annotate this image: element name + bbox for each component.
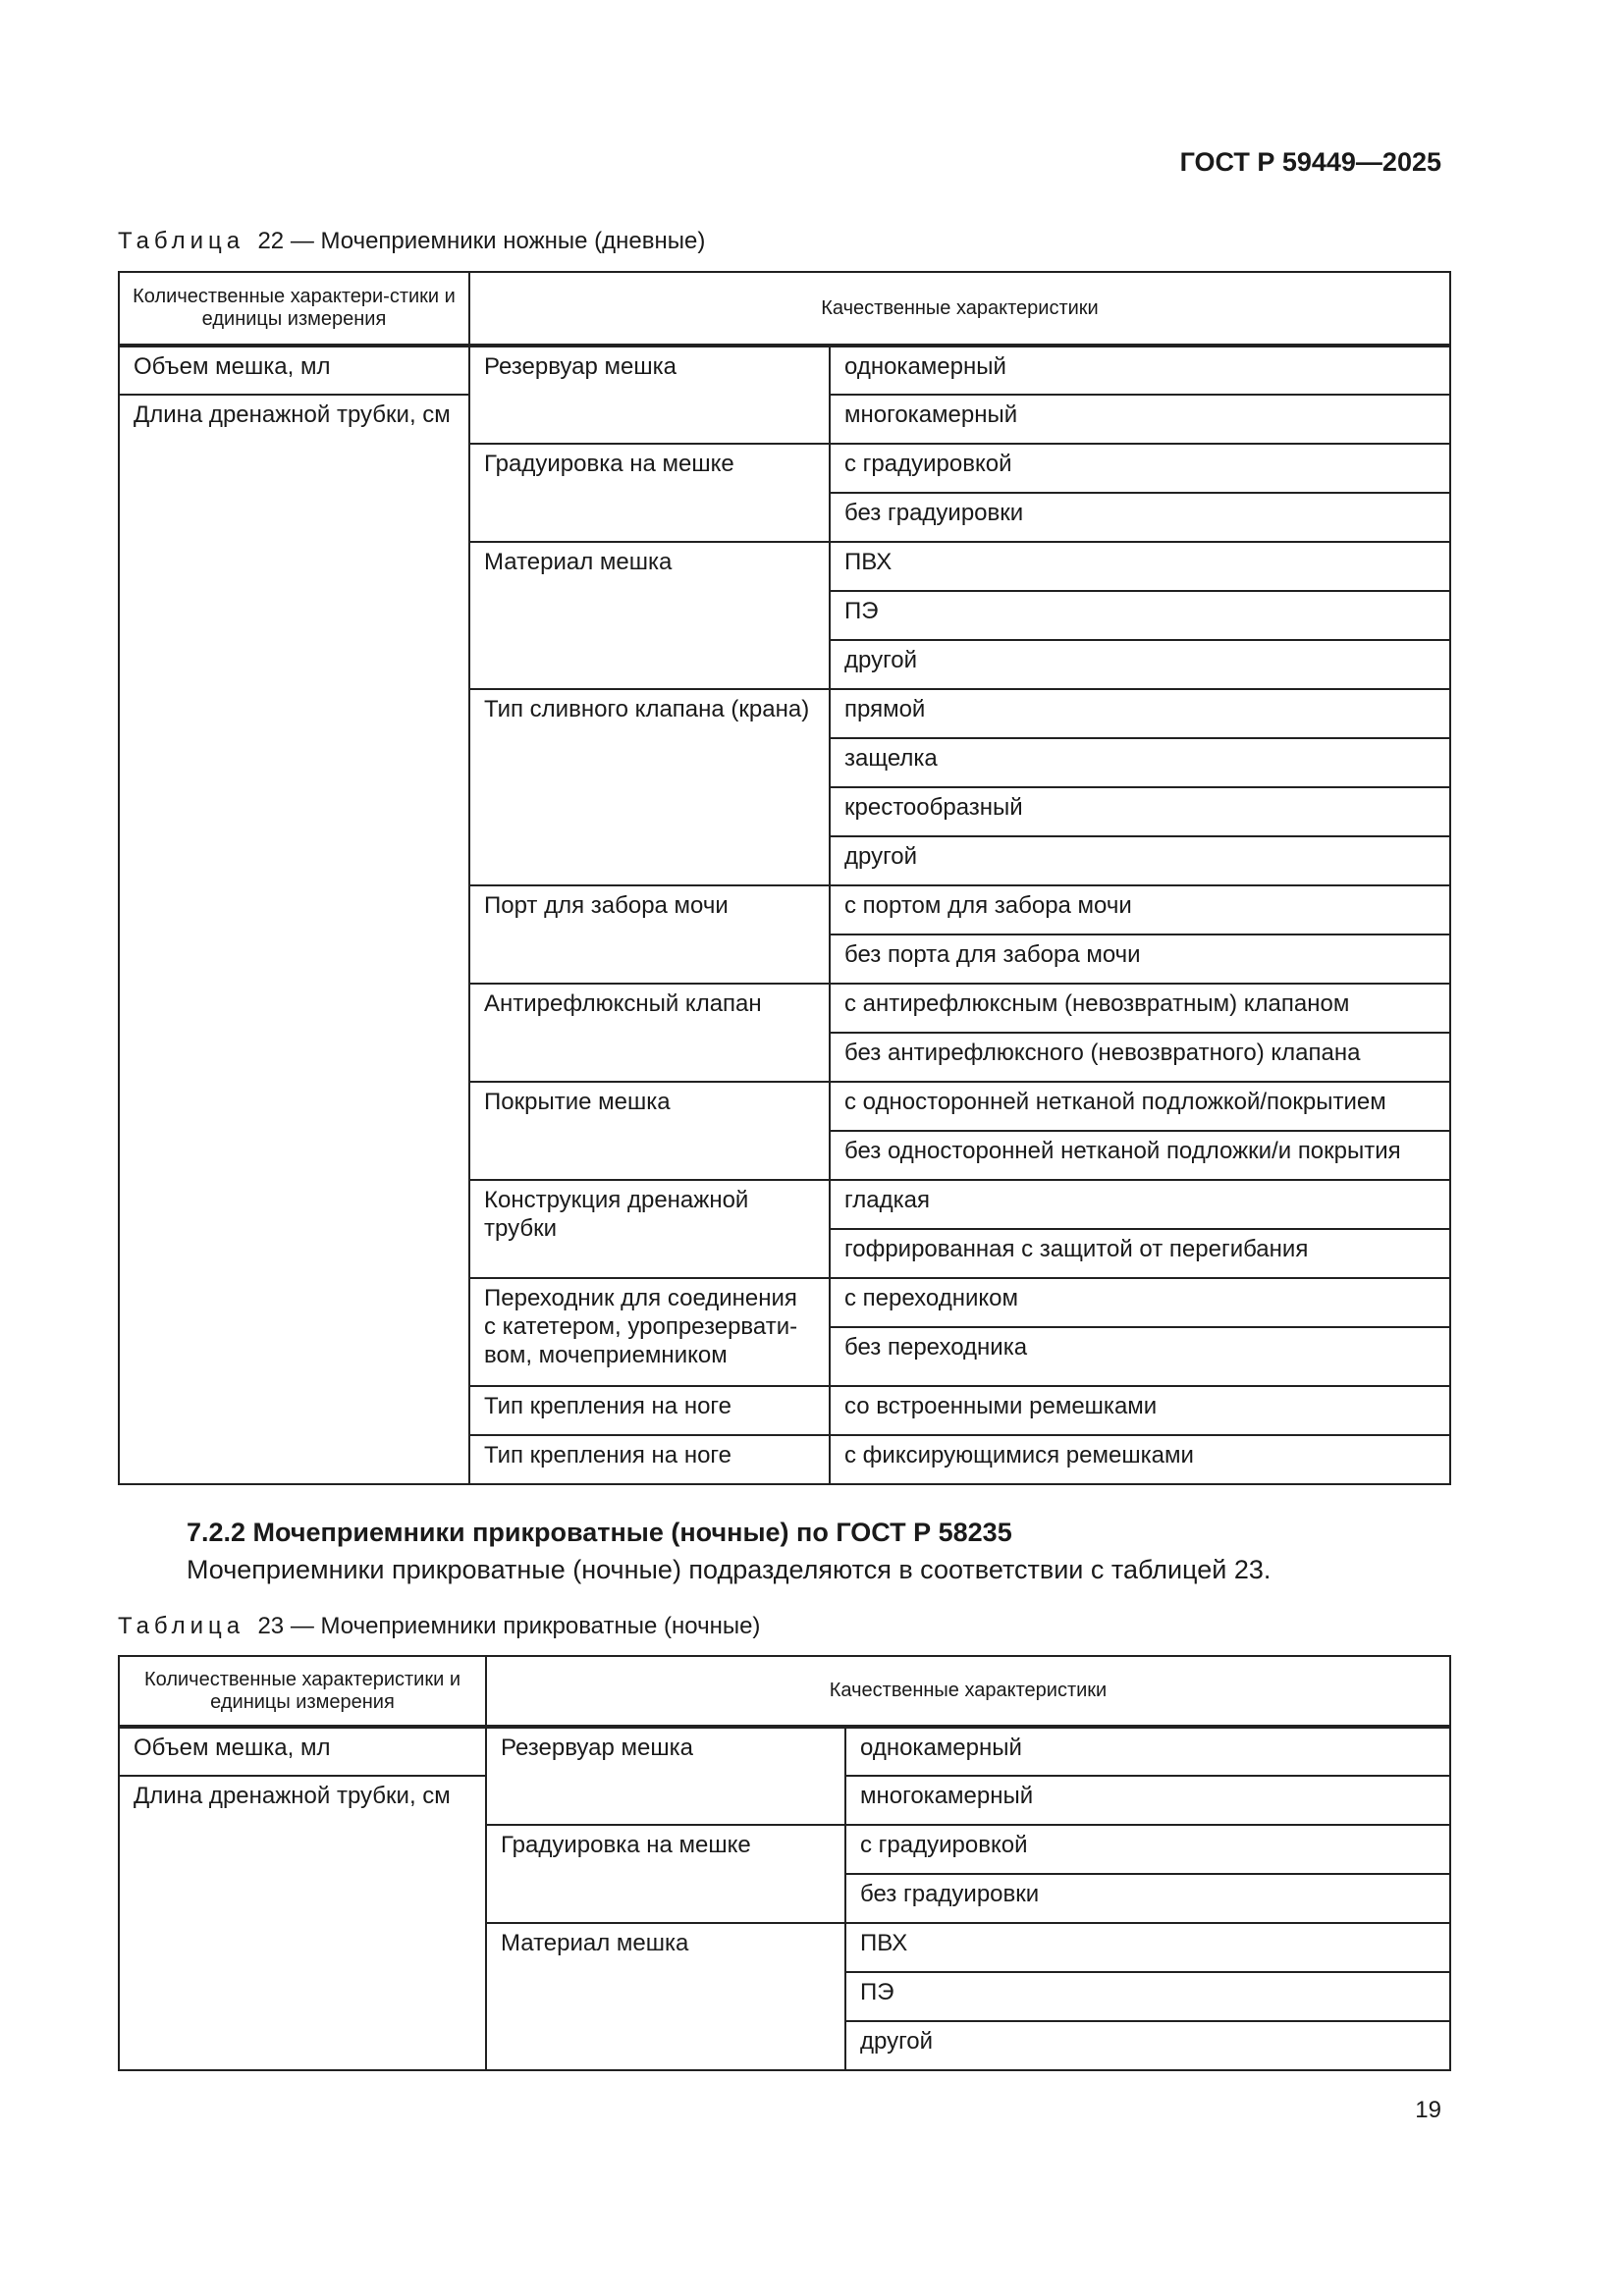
table22-value-cell: с антирефлюксным (невозвратным) клапаном <box>830 984 1450 1033</box>
table22-value-cell: с фиксирующимися ремешками <box>830 1435 1450 1484</box>
table22-value-cell: ПЭ <box>830 591 1450 640</box>
table22-group-name: Антирефлюксный клапан <box>469 984 830 1082</box>
table-23 <box>118 1655 1451 2071</box>
table22-value-cell: прямой <box>830 689 1450 738</box>
table23-group-name: Градуировка на мешке <box>486 1825 845 1923</box>
table22-quant-cell: Объем мешка, мл <box>119 346 469 395</box>
table22-value-cell: без порта для забора мочи <box>830 934 1450 984</box>
table22-value-cell: защелка <box>830 738 1450 787</box>
table23-value-cell: однокамерный <box>845 1727 1450 1776</box>
table22-value-cell: без односторонней нетканой подложки/и покрытия <box>830 1131 1450 1180</box>
table23-head-quantitative: Количественные характеристики и единицы измерения <box>119 1656 486 1727</box>
table23-caption-text: 23 — Мочеприемники прикроватные (ночные) <box>257 1613 761 1639</box>
table22-caption-prefix: Таблица <box>118 228 245 254</box>
table23-quant-cell: Длина дренажной трубки, см <box>119 1776 486 2070</box>
table22-value-cell: многокамерный <box>830 395 1450 444</box>
table22-value-cell: крестообразный <box>830 787 1450 836</box>
table22-value-cell: без градуировки <box>830 493 1450 542</box>
table22-value-cell: однокамерный <box>830 346 1450 395</box>
table23-group-name: Резервуар мешка <box>486 1727 845 1825</box>
table23-value-cell: ПЭ <box>845 1972 1450 2021</box>
table22-group-name: Градуировка на мешке <box>469 444 830 542</box>
table22-group-name: Резервуар мешка <box>469 346 830 444</box>
table22-value-cell: без переходника <box>830 1327 1450 1386</box>
section-heading: 7.2.2 Мочеприемники прикроватные (ночные) по ГОСТ Р 58235 <box>187 1518 1012 1547</box>
table22-group-name: Материал мешка <box>469 542 830 689</box>
section-paragraph: Мочеприемники прикроватные (ночные) подразделяются в соответствии с таблицей 23. <box>187 1555 1272 1584</box>
table22-value-cell: другой <box>830 836 1450 885</box>
table22-value-cell: без антирефлюксного (невозвратного) клапана <box>830 1033 1450 1082</box>
table22-value-cell: с переходником <box>830 1278 1450 1327</box>
table22-caption <box>118 228 705 255</box>
table22-head-quantitative: Количественные характери-стики и единицы измерения <box>119 272 469 346</box>
table-22 <box>118 271 1451 1485</box>
table23-caption <box>118 1613 760 1640</box>
table22-caption-text: 22 — Мочеприемники ножные (дневные) <box>257 228 706 254</box>
table22-group-name: Тип крепления на ноге <box>469 1435 830 1484</box>
page-number: 19 <box>1415 2097 1441 2123</box>
table22-value-cell: с портом для забора мочи <box>830 885 1450 934</box>
table22-value-cell: с градуировкой <box>830 444 1450 493</box>
table22-head-qualitative: Качественные характеристики <box>469 272 1450 346</box>
table22-value-cell: гладкая <box>830 1180 1450 1229</box>
table22-group-name: Тип крепления на ноге <box>469 1386 830 1435</box>
table23-group-name: Материал мешка <box>486 1923 845 2070</box>
table23-quant-cell: Объем мешка, мл <box>119 1727 486 1776</box>
table22-value-cell: со встроенными ремешками <box>830 1386 1450 1435</box>
table22-group-name: Покрытие мешка <box>469 1082 830 1180</box>
table23-value-cell: с градуировкой <box>845 1825 1450 1874</box>
table22-value-cell: гофрированная с защитой от перегибания <box>830 1229 1450 1278</box>
table22-group-name: Конструкция дренажной трубки <box>469 1180 830 1278</box>
table22-value-cell: с односторонней нетканой подложкой/покрытием <box>830 1082 1450 1131</box>
table23-value-cell: многокамерный <box>845 1776 1450 1825</box>
table23-value-cell: ПВХ <box>845 1923 1450 1972</box>
table22-group-name: Переходник для соединения с катетером, уропрезервати-вом, мочеприемником <box>469 1278 830 1386</box>
table22-group-name: Порт для забора мочи <box>469 885 830 984</box>
table22-quant-cell: Длина дренажной трубки, см <box>119 395 469 1484</box>
table23-value-cell: другой <box>845 2021 1450 2070</box>
table22-value-cell: другой <box>830 640 1450 689</box>
table23-caption-prefix: Таблица <box>118 1613 245 1639</box>
table22-group-name: Тип сливного клапана (крана) <box>469 689 830 885</box>
table22-value-cell: ПВХ <box>830 542 1450 591</box>
table23-head-qualitative: Качественные характеристики <box>486 1656 1450 1727</box>
table23-value-cell: без градуировки <box>845 1874 1450 1923</box>
standard-designation: ГОСТ Р 59449—2025 <box>1179 147 1441 177</box>
